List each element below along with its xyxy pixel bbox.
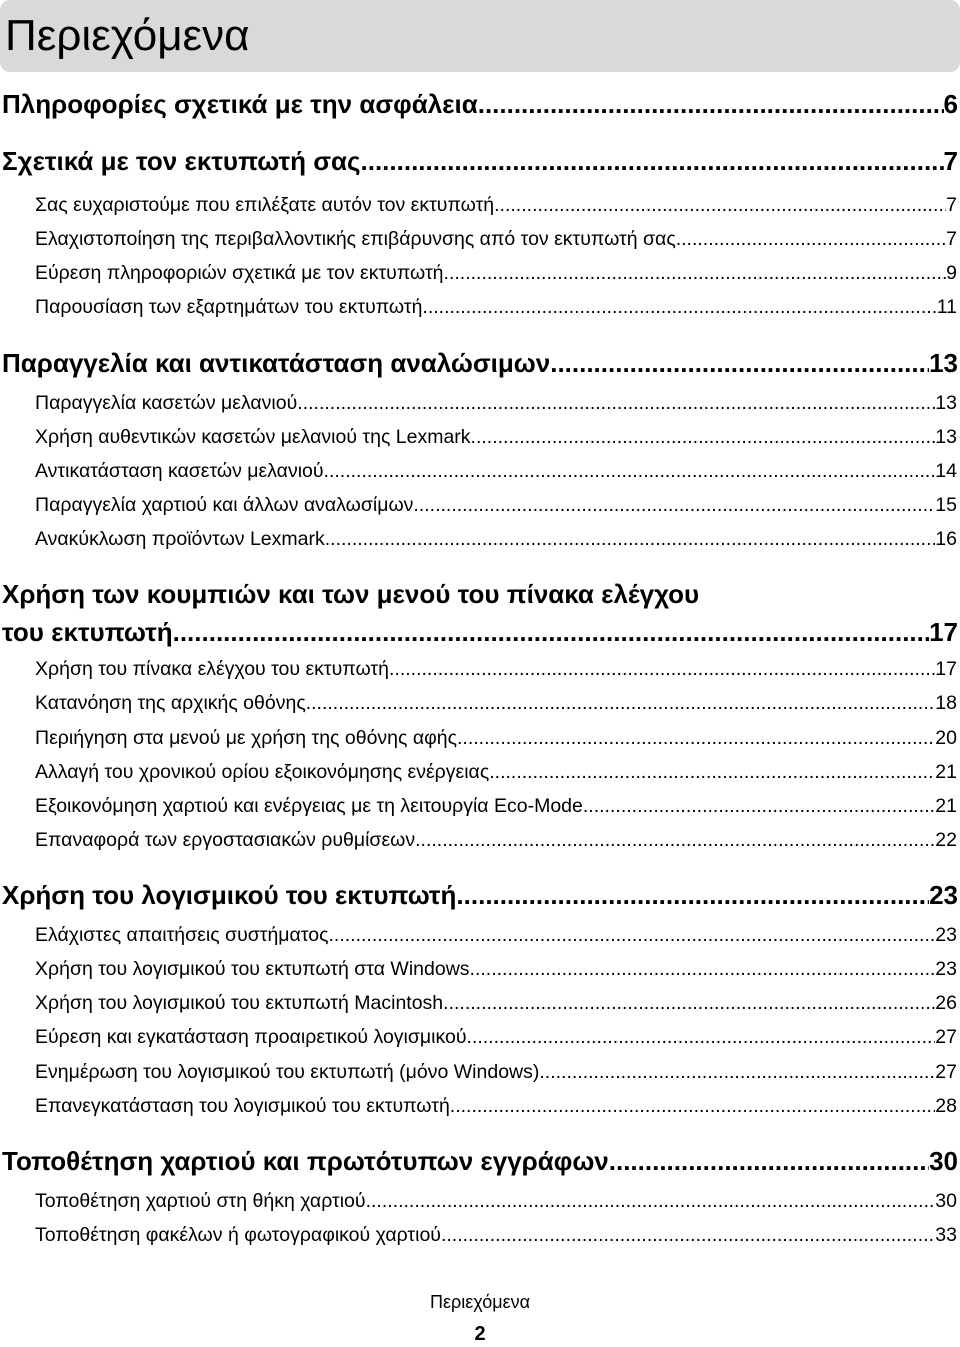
toc-entry[interactable] xyxy=(35,956,957,982)
toc-entry-label: Χρήση αυθεντικών κασετών μελανιού της Lexmark xyxy=(35,426,471,448)
toc-page-number: 26 xyxy=(935,992,957,1014)
toc-entry-label: Ανακύκλωση προϊόντων Lexmark xyxy=(35,528,325,550)
toc-page-number: 11 xyxy=(936,296,957,318)
toc-page-number: 17 xyxy=(929,617,958,647)
toc-entry-label: Χρήση του λογισμικού του εκτυπωτή στα Windows xyxy=(35,958,470,980)
toc-entry[interactable] xyxy=(35,827,957,853)
toc-entry-label: Τοποθέτηση χαρτιού στη θήκη χαρτιού xyxy=(35,1190,366,1212)
toc-entry[interactable] xyxy=(35,492,957,518)
toc-page-number: 28 xyxy=(935,1095,957,1117)
toc-entry[interactable] xyxy=(35,526,957,552)
toc-chapter[interactable] xyxy=(2,879,958,911)
toc-leader xyxy=(583,793,935,819)
toc-page-number: 7 xyxy=(946,194,957,216)
toc-entry[interactable] xyxy=(35,922,957,948)
toc-leader xyxy=(415,827,935,853)
toc-page-number: 33 xyxy=(935,1224,957,1246)
toc-leader xyxy=(456,879,929,911)
toc-entry[interactable] xyxy=(35,793,957,819)
toc-chapter-label: Πληροφορίες σχετικά με την ασφάλεια xyxy=(2,89,478,119)
toc-leader xyxy=(539,1059,935,1085)
toc-entry-label: Χρήση του λογισμικού του εκτυπωτή Macintosh xyxy=(35,992,444,1014)
toc-leader xyxy=(471,424,936,450)
toc-page-number: 21 xyxy=(935,795,957,817)
toc-leader xyxy=(366,1188,936,1214)
toc-entry-label: Χρήση του πίνακα ελέγχου του εκτυπωτή xyxy=(35,658,389,680)
toc-leader xyxy=(329,922,936,948)
toc-entry[interactable] xyxy=(35,294,957,320)
toc-leader xyxy=(609,1145,929,1177)
toc-leader xyxy=(413,492,935,518)
footer-page-number: 2 xyxy=(474,1323,486,1345)
toc-chapter-label-line1[interactable]: Χρήση των κουμπιών και των μενού του πίνακα ελέγχου xyxy=(2,579,700,609)
toc-page-number: 30 xyxy=(935,1190,957,1212)
toc-chapter-label: Παραγγελία και αντικατάσταση αναλώσιμων xyxy=(2,348,551,378)
toc-entry-label: Τοποθέτηση φακέλων ή φωτογραφικού χαρτιού xyxy=(35,1224,441,1246)
toc-entry[interactable] xyxy=(35,1093,957,1119)
toc-page-number: 22 xyxy=(935,829,957,851)
toc-entry[interactable] xyxy=(35,192,957,218)
toc-page-number: 7 xyxy=(946,228,957,250)
toc-page-number: 20 xyxy=(935,727,957,749)
toc-page-number: 18 xyxy=(935,692,957,714)
toc-chapter[interactable] xyxy=(2,1145,958,1177)
toc-page-number: 23 xyxy=(935,924,957,946)
toc-leader xyxy=(467,1024,936,1050)
toc-entry[interactable] xyxy=(35,1188,957,1214)
toc-entry[interactable] xyxy=(35,260,957,286)
toc-entry-label: Αλλαγή του χρονικού ορίου εξοικονόμησης ενέργειας xyxy=(35,761,490,783)
toc-leader xyxy=(297,390,935,416)
toc-leader xyxy=(306,690,936,716)
toc-entry[interactable] xyxy=(35,990,957,1016)
toc-entry[interactable] xyxy=(35,1222,957,1248)
toc-leader xyxy=(550,347,929,379)
toc-entry[interactable] xyxy=(35,759,957,785)
toc-leader xyxy=(443,990,935,1016)
toc-entry-label: Παραγγελία κασετών μελανιού xyxy=(35,392,298,414)
toc-page-number: 27 xyxy=(935,1061,957,1083)
toc-leader xyxy=(173,616,929,648)
toc-entry[interactable] xyxy=(35,725,957,751)
toc-page-number: 21 xyxy=(935,761,957,783)
toc-chapter-label: του εκτυπωτή xyxy=(2,617,173,647)
toc-entry[interactable] xyxy=(35,656,957,682)
page-title: Περιεχόμενα xyxy=(5,11,250,60)
footer-section-label: Περιεχόμενα xyxy=(429,1292,531,1312)
toc-entry-label: Κατανόηση της αρχικής οθόνης xyxy=(35,692,306,714)
toc-entry[interactable] xyxy=(35,226,957,252)
toc-leader xyxy=(676,226,946,252)
toc-entry-label: Επανεγκατάσταση του λογισμικού του εκτυπωτή xyxy=(35,1095,450,1117)
toc-page-number: 6 xyxy=(943,89,958,119)
toc-leader xyxy=(444,260,947,286)
toc-page-number: 16 xyxy=(935,528,957,550)
toc-page-number: 30 xyxy=(929,1146,958,1176)
toc-chapter[interactable] xyxy=(2,616,958,648)
toc-chapter[interactable] xyxy=(2,88,958,120)
toc-entry-label: Εξοικονόμηση χαρτιού και ενέργειας με τη λειτουργία Eco-Mode xyxy=(35,795,583,817)
toc-entry-label: Αντικατάσταση κασετών μελανιού xyxy=(35,460,324,482)
toc-page-number: 15 xyxy=(935,494,957,516)
toc-entry[interactable] xyxy=(35,1059,957,1085)
toc-entry-label: Εύρεση και εγκατάσταση προαιρετικού λογισμικού xyxy=(35,1026,467,1048)
toc-leader xyxy=(441,1222,935,1248)
toc-chapter[interactable] xyxy=(2,145,958,177)
toc-entry[interactable] xyxy=(35,1024,957,1050)
toc-entry[interactable] xyxy=(35,458,957,484)
toc-leader xyxy=(389,656,935,682)
toc-chapter[interactable] xyxy=(2,347,958,379)
toc-leader xyxy=(325,526,936,552)
toc-entry-label: Ενημέρωση του λογισμικού του εκτυπωτή (μόνο Windows) xyxy=(35,1061,540,1083)
toc-entry-label: Περιήγηση στα μενού με χρήση της οθόνης αφής xyxy=(35,727,457,749)
toc-leader xyxy=(361,145,944,177)
toc-leader xyxy=(457,725,935,751)
toc-leader xyxy=(470,956,936,982)
toc-chapter-label: Τοποθέτηση χαρτιού και πρωτότυπων εγγράφων xyxy=(2,1146,609,1176)
toc-page-number: 17 xyxy=(935,658,957,680)
toc-page-number: 7 xyxy=(943,146,958,176)
toc-entry[interactable] xyxy=(35,690,957,716)
toc-page-number: 23 xyxy=(935,958,957,980)
toc-entry-label: Εύρεση πληροφοριών σχετικά με τον εκτυπωτή xyxy=(35,262,444,284)
toc-leader xyxy=(422,294,936,320)
toc-entry[interactable] xyxy=(35,390,957,416)
toc-leader xyxy=(450,1093,936,1119)
toc-entry-label: Παρουσίαση των εξαρτημάτων του εκτυπωτή xyxy=(35,296,423,318)
toc-page-number: 9 xyxy=(946,262,957,284)
toc-entry-label: Σας ευχαριστούμε που επιλέξατε αυτόν τον εκτυπωτή xyxy=(35,194,495,216)
toc-page-number: 13 xyxy=(935,392,957,414)
toc-page-number: 13 xyxy=(935,426,957,448)
toc-entry-label: Παραγγελία χαρτιού και άλλων αναλωσίμων xyxy=(35,494,414,516)
toc-leader xyxy=(324,458,936,484)
toc-leader xyxy=(478,88,944,120)
toc-entry[interactable] xyxy=(35,424,957,450)
toc-page-number: 13 xyxy=(929,348,958,378)
toc-entry-label: Ελαχιστοποίηση της περιβαλλοντικής επιβάρυνσης από τον εκτυπωτή σας xyxy=(35,228,676,250)
toc-page-number: 23 xyxy=(929,880,958,910)
toc-page-number: 27 xyxy=(935,1026,957,1048)
toc-chapter-label: Σχετικά με τον εκτυπωτή σας xyxy=(2,146,361,176)
toc-entry-label: Επαναφορά των εργοστασιακών ρυθμίσεων xyxy=(35,829,416,851)
toc-entry-label: Ελάχιστες απαιτήσεις συστήματος xyxy=(35,924,329,946)
toc-leader xyxy=(489,759,935,785)
toc-page-number: 14 xyxy=(935,460,957,482)
toc-chapter-label: Χρήση του λογισμικού του εκτυπωτή xyxy=(2,880,457,910)
toc-leader xyxy=(494,192,946,218)
